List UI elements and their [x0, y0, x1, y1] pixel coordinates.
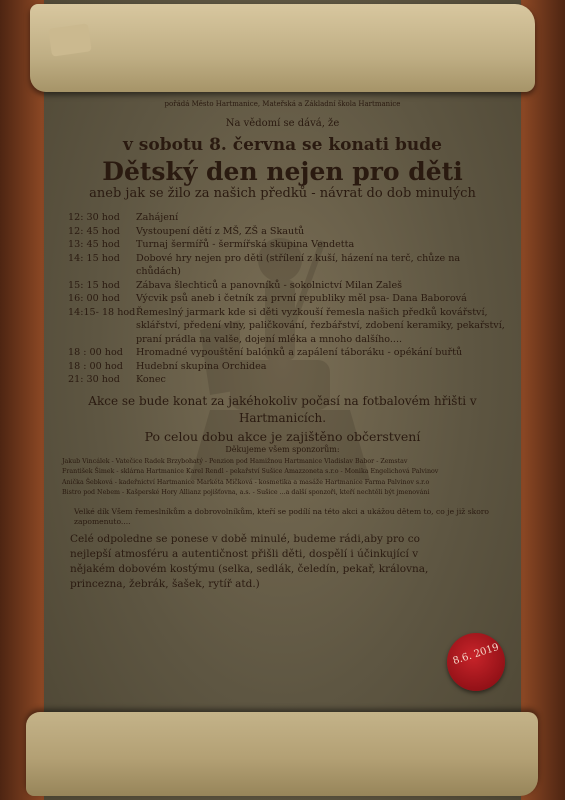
program-row [60, 225, 505, 239]
program-row [60, 211, 505, 225]
sponsor-line: Bistro pod Nebem - Kašperské Hory Allianz pojišťovna, a.s. - Sušice ...a další sponzoři, kteří nechtěli být jmenováni [62, 489, 430, 496]
date-line: v sobotu 8. června se konati bude [123, 135, 442, 155]
wax-seal [447, 633, 505, 691]
program-desc: Konec [136, 374, 166, 385]
program-row [60, 306, 505, 347]
program-row [60, 373, 505, 387]
program-desc: Hudební skupina Orchidea [136, 360, 267, 372]
sponsor-line: František Šimek - sklárna Hartmanice Karel Rendl - pekařství Sušice Amazzoneta s.r.o - Monika Engelichová Palvinov [62, 468, 439, 475]
program-desc: Zábava šlechticů a panovníků - sokolnictví Milan Zaleš [136, 279, 403, 291]
weather-note: Akce se bude konat za jakéhokoliv počasí na fotbalovém hřišti v Hartmanicích. [88, 393, 477, 425]
program-time: 18 : 00 hod [68, 360, 123, 372]
refreshment-note: Po celou dobu akce je zajištěno občerstvení [144, 428, 421, 444]
program-time: 13: 45 hod [68, 239, 120, 250]
program-desc: Výcvik psů aneb i četník za první republiky měl psa- Dana Baborová [136, 293, 467, 304]
sponsor-list [60, 457, 505, 499]
poster-content [60, 96, 505, 592]
scroll-roll-bottom [26, 712, 538, 796]
notes-block [60, 393, 505, 454]
costume-note: Celé odpoledne se ponese v době minulé, budeme rádi,aby pro co nejlepší atmosféru a autentičnost přišli děti, dospělí i účinkující v nějakém dobovém kostýmu (selka, sedlák, čeledín, pekař, královna, princezna, žebrák, šašek, rytíř atd.) [70, 532, 429, 590]
program-time: 18 : 00 hod [68, 347, 123, 358]
program-time: 21: 30 hod [68, 374, 120, 385]
program-time: 12: 30 hod [68, 212, 120, 223]
program-row [60, 238, 505, 252]
scroll-roll-top [30, 4, 535, 92]
program-row [60, 252, 505, 279]
program-desc: Vystoupení dětí z MŠ, ZŠ a Skautů [136, 225, 305, 237]
organizer-line: pořádá Město Hartmanice, Mateřská a Základní škola Hartmanice [164, 100, 401, 108]
program-desc: Řemeslný jarmark kde si děti vyzkouší řemesla našich předků kovářství, sklářství, předení vlny, paličkování, řezbářství, zdobení keramiky, pekařství, praní prádla na valše, dojení mléka a mnoho dalšího.... [136, 306, 505, 345]
program-desc: Dobové hry nejen pro děti (střílení z kuší, házení na terč, chůze na chůdách) [136, 252, 461, 277]
program-time: 15: 15 hod [68, 279, 120, 291]
program-list [60, 211, 505, 387]
sponsor-line: Anička Šebková - kadeřnictví Hartmanice Markéta Mičková - kosmetika a masáže Hartmanice Farma Palvinov s.r.o [62, 478, 430, 486]
program-row [60, 292, 505, 306]
program-desc: Hromadné vypouštění balónků a zapálení táboráku - opékání buřtů [136, 347, 463, 358]
program-row [60, 360, 505, 374]
subtitle: aneb jak se žilo za našich předků - návrat do dob minulých [89, 186, 476, 201]
scroll-tab [48, 23, 92, 56]
craftsmen-thanks: Velké dík Všem řemeslníkům a dobrovolníkům, kteří se podílí na této akci a ukážou dětem to, co je již skoro zapomenuto.... [74, 506, 489, 526]
program-row [60, 279, 505, 293]
page-title: Dětský den nejen pro děti [102, 157, 463, 186]
sponsor-line: Jakub Vincálek - Vatečice Radek Brzybohatý - Penzion pod Hamižnou Hartmanice Vladislav Babor - Zemstav [62, 457, 408, 465]
sponsor-thanks: Děkujeme všem sponzorům: [225, 444, 340, 454]
program-desc: Turnaj šermířů - šermířská skupina Vendetta [136, 239, 355, 250]
program-desc: Zahájení [136, 212, 179, 223]
program-time: 16: 00 hod [68, 293, 120, 304]
seal-date: 8.6. 2019 [451, 641, 501, 668]
program-time: 14: 15 hod [68, 252, 120, 264]
program-time: 14:15- 18 hod [68, 306, 136, 318]
program-row [60, 346, 505, 360]
notice-line: Na vědomí se dává, že [225, 118, 340, 129]
program-time: 12: 45 hod [68, 225, 120, 237]
